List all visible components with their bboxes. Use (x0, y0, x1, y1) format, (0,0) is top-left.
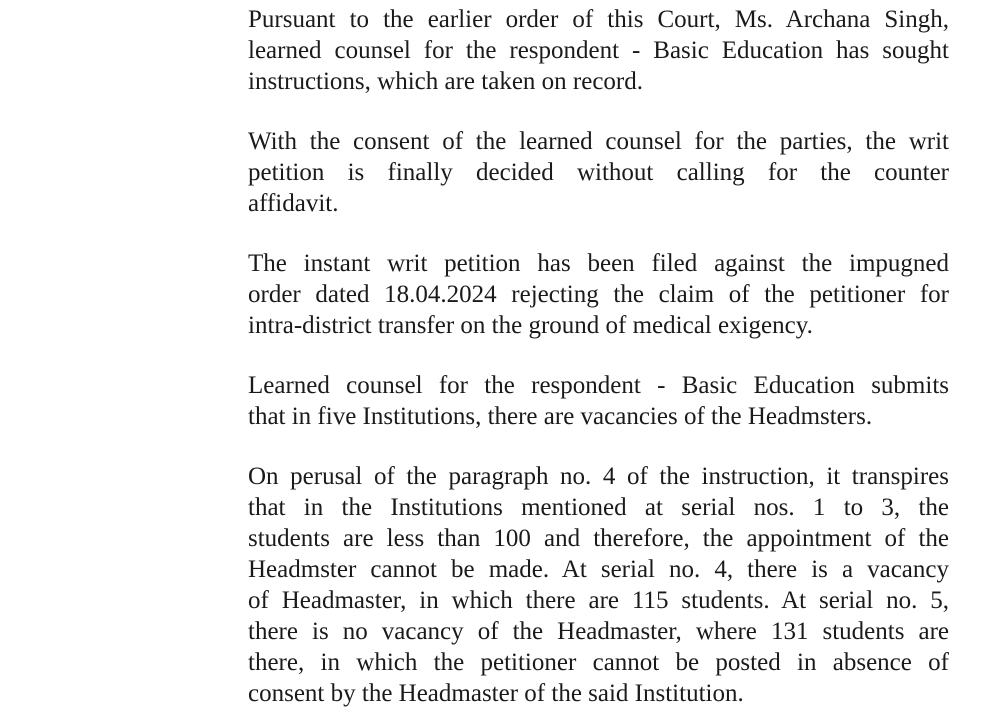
text-line: consent by the Headmaster of the said Institution. (248, 680, 744, 707)
text-line: The instant writ petition has been filed against the impugned (248, 250, 949, 277)
text-line: petition is finally decided without calling for the counter (248, 159, 949, 186)
text-line: affidavit. (248, 190, 339, 217)
text-line: Pursuant to the earlier order of this Court, Ms. Archana Singh, (248, 6, 949, 33)
text-line: of Headmaster, in which there are 115 students. At serial no. 5, (248, 587, 949, 614)
text-line: With the consent of the learned counsel for the parties, the writ (248, 128, 949, 155)
paragraph-instructions (248, 4, 949, 97)
judgment-body (248, 4, 949, 709)
paragraph-consent (248, 126, 949, 219)
text-line: that in the Institutions mentioned at serial nos. 1 to 3, the (248, 494, 949, 521)
text-line: Headmster cannot be made. At serial no. 4, there is a vacancy (248, 556, 949, 583)
text-line: that in five Institutions, there are vacancies of the Headmsters. (248, 403, 873, 430)
text-line: learned counsel for the respondent - Basic Education has sought (248, 37, 949, 64)
text-line: On perusal of the paragraph no. 4 of the instruction, it transpires (248, 463, 949, 490)
text-line: there, in which the petitioner cannot be posted in absence of (248, 649, 949, 676)
text-line: there is no vacancy of the Headmaster, where 131 students are (248, 618, 949, 645)
paragraph-petition-filed (248, 248, 949, 341)
paragraph-perusal (248, 461, 949, 709)
paragraph-vacancies (248, 370, 949, 432)
text-line: Learned counsel for the respondent - Basic Education submits (248, 372, 949, 399)
text-line: instructions, which are taken on record. (248, 68, 644, 95)
text-line: order dated 18.04.2024 rejecting the claim of the petitioner for (248, 281, 949, 308)
text-line: students are less than 100 and therefore, the appointment of the (248, 525, 949, 552)
text-line: intra-district transfer on the ground of medical exigency. (248, 312, 813, 339)
